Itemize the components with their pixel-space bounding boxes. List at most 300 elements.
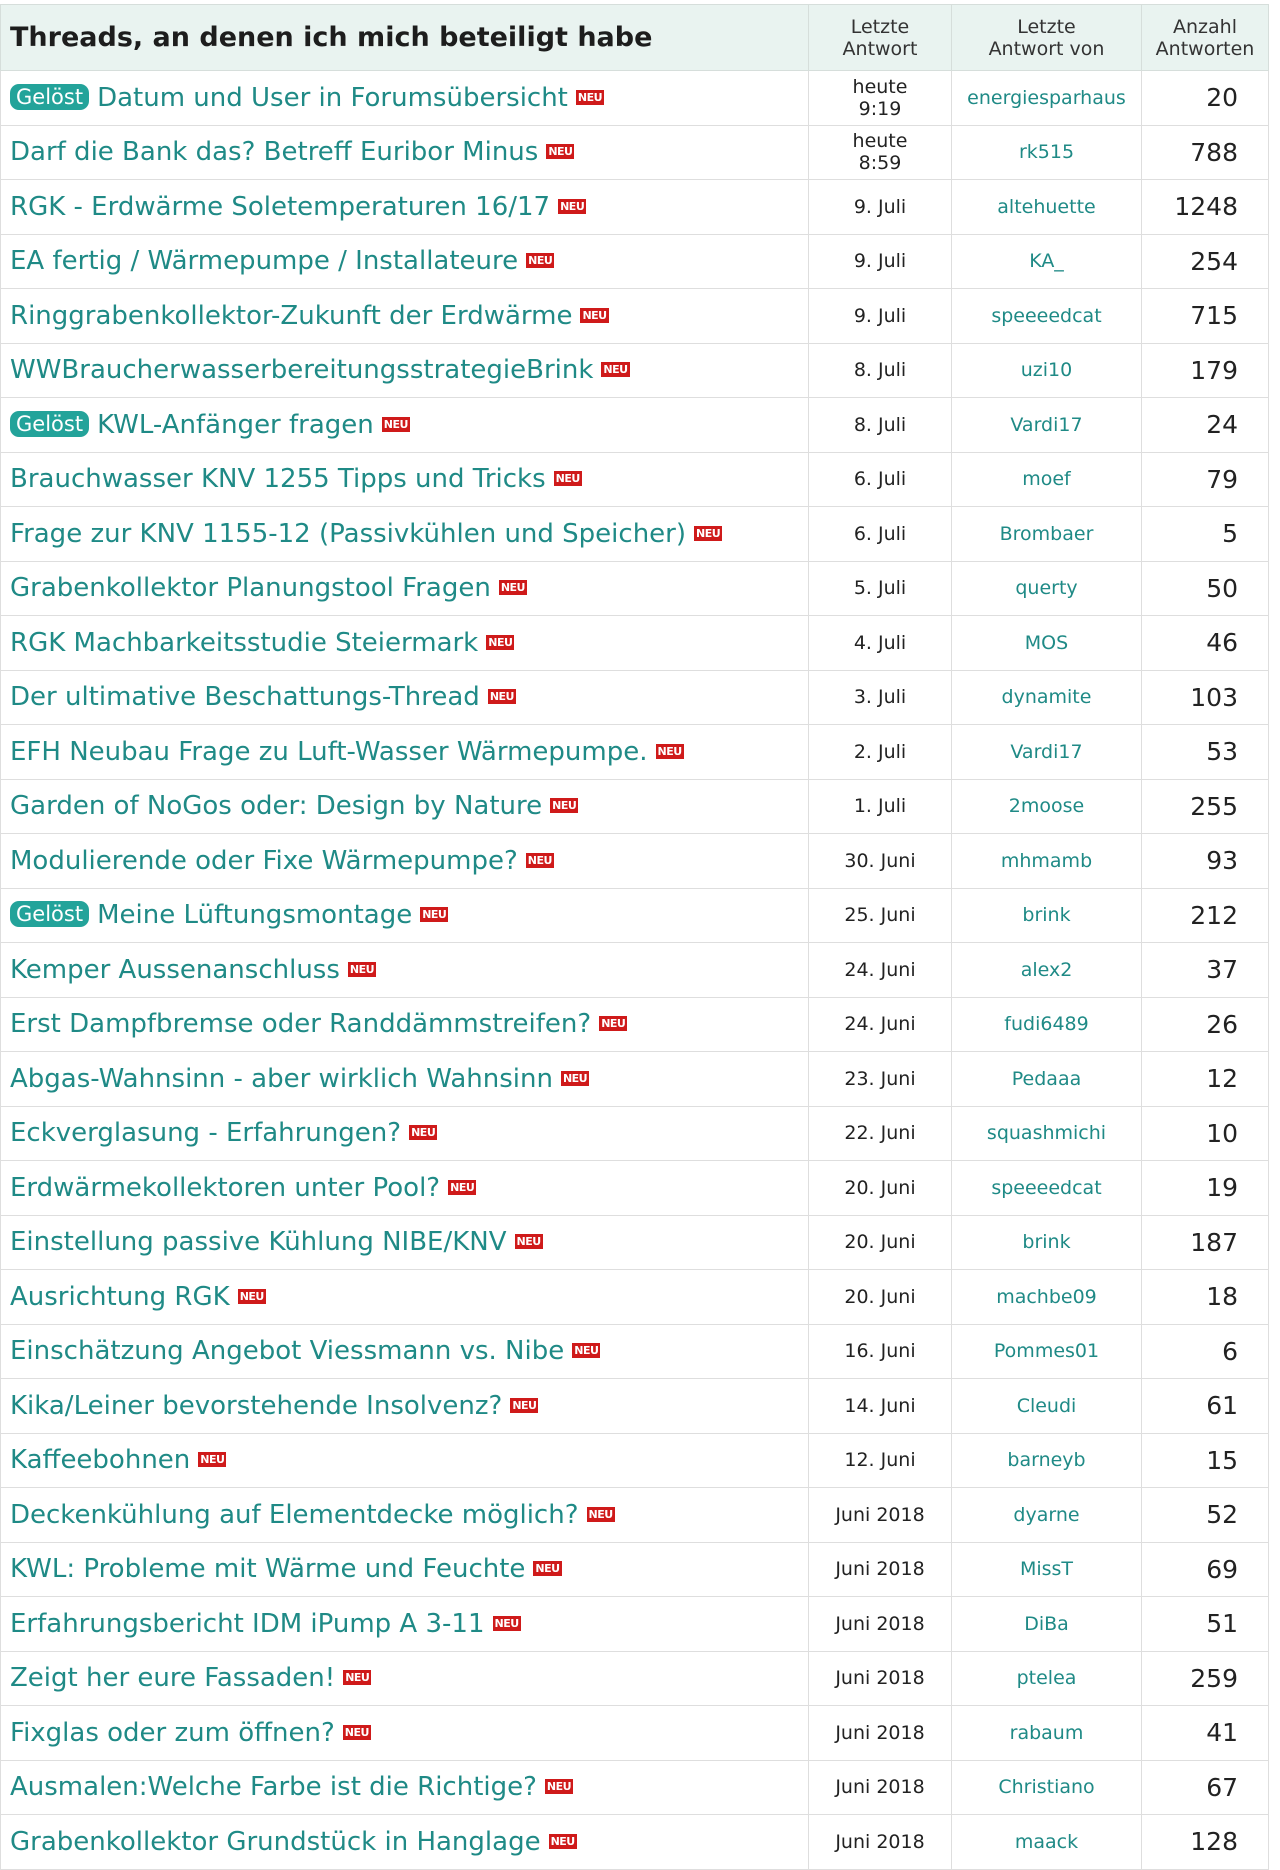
last-reply-user-cell [952,507,1142,562]
table-row [1,507,1269,562]
last-reply-user-cell [952,1651,1142,1706]
thread-title-cell [1,1433,809,1488]
thread-link[interactable]: KWL: Probleme mit Wärme und Feuchte [10,1554,526,1585]
last-reply-date [809,834,952,889]
reply-count: 103 [1142,670,1269,725]
last-reply-user-link[interactable]: rk515 [1018,141,1075,164]
column-header-last-reply [809,5,952,71]
last-reply-user-link[interactable]: barneyb [1007,1449,1086,1472]
thread-title-cell [1,1542,809,1597]
last-reply-date [809,1270,952,1325]
new-badge: NEU [528,254,553,268]
last-reply-user-cell [952,1106,1142,1161]
last-reply-user-cell [952,834,1142,889]
thread-link[interactable]: Erdwärmekollektoren unter Pool? [10,1172,441,1203]
last-reply-user-link[interactable]: Brombaer [999,522,1094,545]
thread-link[interactable]: Fixglas oder zum öffnen? [10,1717,335,1748]
column-header-last-reply-by [952,5,1142,71]
last-reply-date [809,1052,952,1107]
reply-count: 24 [1142,398,1269,453]
last-reply-date-text: 24. Juni [844,958,916,981]
thread-link[interactable]: Einschätzung Angebot Viessmann vs. Nibe [10,1336,565,1367]
thread-title-cell [1,1379,809,1434]
last-reply-user-link[interactable]: ptelea [1016,1667,1077,1690]
last-reply-date-text: Juni 2018 [835,1721,925,1744]
thread-title-cell [1,71,809,126]
last-reply-user-link[interactable]: Vardi17 [1010,740,1083,763]
last-reply-date [809,1379,952,1434]
last-reply-date [809,452,952,507]
last-reply-user-link[interactable]: speeeedcat [991,304,1102,327]
solved-badge: Gelöst [10,411,89,437]
thread-title-cell [1,1597,809,1652]
last-reply-date-text: 9:19 [858,97,902,120]
table-row [1,834,1269,889]
table-row [1,1488,1269,1543]
thread-title-cell [1,1161,809,1216]
thread-link[interactable]: Grabenkollektor Planungstool Fragen [10,573,491,604]
solved-badge: Gelöst [10,901,89,927]
table-row [1,1651,1269,1706]
last-reply-user-link[interactable]: energiesparhaus [967,86,1126,109]
thread-link[interactable]: Garden of NoGos oder: Design by Nature [10,791,543,822]
table-row [1,1760,1269,1815]
last-reply-user-link[interactable]: brink [1022,904,1071,927]
last-reply-date [809,1815,952,1870]
thread-title-cell [1,1706,809,1761]
last-reply-user-cell [952,1161,1142,1216]
new-badge: NEU [512,1398,537,1412]
thread-link[interactable]: Erfahrungsbericht IDM iPump A 3-11 [10,1608,485,1639]
last-reply-date [809,1488,952,1543]
table-row [1,561,1269,616]
reply-count: 93 [1142,834,1269,889]
new-badge: NEU [516,1235,541,1249]
thread-link[interactable]: Kemper Aussenanschluss [10,954,340,985]
new-badge: NEU [422,908,447,922]
table-row [1,1106,1269,1161]
table-row [1,1433,1269,1488]
last-reply-user-link[interactable]: altehuette [997,195,1096,218]
last-reply-date-text: 22. Juni [844,1122,916,1145]
new-badge: NEU [562,1071,588,1085]
last-reply-date [809,670,952,725]
last-reply-date-text: 9. Juli [853,304,907,327]
new-badge: NEU [494,1616,519,1630]
last-reply-date [809,943,952,998]
new-badge: NEU [489,690,514,704]
last-reply-user-link[interactable]: rabaum [1009,1721,1084,1744]
reply-count: 715 [1142,289,1269,344]
last-reply-user-link[interactable]: Vardi17 [1010,413,1083,436]
last-reply-date [809,507,952,562]
last-reply-user-link[interactable]: Christiano [998,1776,1095,1799]
thread-link[interactable]: Frage zur KNV 1155-12 (Passivkühlen und Speicher) [10,518,686,549]
reply-count: 41 [1142,1706,1269,1761]
last-reply-user-link[interactable]: dynamite [1001,686,1092,709]
thread-link[interactable]: Einstellung passive Kühlung NIBE/KNV [10,1227,507,1258]
reply-count: 128 [1142,1815,1269,1870]
new-badge: NEU [548,145,573,159]
table-row [1,180,1269,235]
thread-link[interactable]: Zeigt her eure Fassaden! [10,1663,336,1694]
reply-count: 254 [1142,234,1269,289]
new-badge: NEU [574,1344,599,1358]
new-badge: NEU [500,581,525,595]
thread-link[interactable]: Ringgrabenkollektor-Zukunft der Erdwärme [10,300,573,331]
last-reply-user-link[interactable]: Cleudi [1016,1394,1077,1417]
last-reply-user-cell [952,943,1142,998]
thread-link[interactable]: RGK Machbarkeitsstudie Steiermark [10,627,479,658]
new-badge: NEU [588,1507,613,1521]
last-reply-date-text: 25. Juni [844,904,916,927]
column-header-reply-count-line-2: Antworten [1155,37,1255,60]
column-header-last-reply-line-1: Letzte [850,15,910,38]
table-row [1,1815,1269,1870]
thread-link[interactable]: Datum und User in Forumsübersicht [97,82,568,113]
table-row [1,398,1269,453]
last-reply-date-text: heute [852,75,908,98]
reply-count: 1248 [1142,180,1269,235]
thread-title-cell [1,997,809,1052]
last-reply-user-cell [952,398,1142,453]
last-reply-date-text: 8. Juli [853,413,907,436]
last-reply-user-link[interactable]: speeeedcat [991,1176,1102,1199]
last-reply-date [809,888,952,943]
new-badge: NEU [560,199,585,213]
last-reply-date [809,779,952,834]
table-row [1,670,1269,725]
table-row [1,1161,1269,1216]
last-reply-date-text: 12. Juni [844,1449,916,1472]
last-reply-user-cell [952,1270,1142,1325]
thread-title-cell [1,125,809,180]
last-reply-date-text: 23. Juni [844,1067,916,1090]
last-reply-user-cell [952,343,1142,398]
last-reply-date-text: 14. Juni [844,1394,916,1417]
last-reply-date-text: 24. Juni [844,1013,916,1036]
table-row [1,725,1269,780]
thread-title-cell [1,725,809,780]
table-row [1,1542,1269,1597]
last-reply-date-text: 30. Juni [844,849,916,872]
reply-count: 26 [1142,997,1269,1052]
thread-title-cell [1,289,809,344]
last-reply-user-link[interactable]: alex2 [1020,958,1073,981]
last-reply-date-text: 3. Juli [853,686,907,709]
last-reply-date [809,1433,952,1488]
last-reply-date [809,725,952,780]
thread-title-cell [1,1651,809,1706]
new-badge: NEU [577,90,603,104]
last-reply-date-text: 4. Juli [853,631,907,654]
last-reply-user-link[interactable]: Pommes01 [993,1340,1100,1363]
last-reply-date-text: Juni 2018 [835,1612,925,1635]
last-reply-user-link[interactable]: moef [1022,468,1071,491]
column-header-reply-count [1142,5,1269,71]
last-reply-date-text: Juni 2018 [835,1667,925,1690]
new-badge: NEU [450,1180,475,1194]
thread-title-cell [1,507,809,562]
last-reply-user-link[interactable]: fudi6489 [1004,1013,1089,1036]
last-reply-user-cell [952,1324,1142,1379]
last-reply-user-link[interactable]: MissT [1019,1558,1074,1581]
last-reply-date-text: 6. Juli [853,522,907,545]
last-reply-user-cell [952,1052,1142,1107]
new-badge: NEU [552,799,577,813]
new-badge: NEU [344,1725,369,1739]
solved-badge: Gelöst [10,84,89,110]
last-reply-user-cell [952,888,1142,943]
last-reply-date [809,71,952,126]
last-reply-date-text: 20. Juni [844,1231,916,1254]
reply-count: 51 [1142,1597,1269,1652]
thread-title-cell [1,834,809,889]
last-reply-date-text: 9. Juli [853,250,907,273]
new-badge: NEU [200,1453,225,1467]
thread-title-cell [1,561,809,616]
new-badge: NEU [657,744,682,758]
last-reply-user-cell [952,997,1142,1052]
last-reply-date [809,343,952,398]
last-reply-date-text: heute [852,130,908,153]
new-badge: NEU [550,1834,575,1848]
reply-count: 46 [1142,616,1269,671]
last-reply-user-cell [952,234,1142,289]
thread-title-cell [1,398,809,453]
thread-title-cell [1,1052,809,1107]
page-title: Threads, an denen ich mich beteiligt habe [1,5,809,71]
last-reply-user-link[interactable]: MOS [1024,631,1069,654]
table-row [1,343,1269,398]
new-badge: NEU [555,472,580,486]
table-row [1,616,1269,671]
last-reply-date [809,289,952,344]
last-reply-user-link[interactable]: dyarne [1013,1503,1080,1526]
last-reply-user-cell [952,180,1142,235]
last-reply-user-link[interactable]: machbe09 [996,1285,1097,1308]
reply-count: 179 [1142,343,1269,398]
column-header-last-reply-line-2: Antwort [842,37,918,60]
last-reply-date [809,1706,952,1761]
last-reply-user-cell [952,1597,1142,1652]
last-reply-user-cell [952,670,1142,725]
last-reply-user-cell [952,71,1142,126]
new-badge: NEU [239,1289,264,1303]
last-reply-user-cell [952,289,1142,344]
new-badge: NEU [696,526,721,540]
last-reply-user-cell [952,561,1142,616]
thread-link[interactable]: Deckenkühlung auf Elementdecke möglich? [10,1499,579,1530]
last-reply-date-text: 16. Juni [844,1340,916,1363]
thread-title-cell [1,452,809,507]
last-reply-user-cell [952,1215,1142,1270]
new-badge: NEU [535,1562,560,1576]
thread-link[interactable]: EFH Neubau Frage zu Luft-Wasser Wärmepumpe. [10,736,648,767]
reply-count: 67 [1142,1760,1269,1815]
reply-count: 255 [1142,779,1269,834]
last-reply-date-text: 1. Juli [853,795,907,818]
reply-count: 37 [1142,943,1269,998]
last-reply-user-link[interactable]: KA_ [1029,250,1064,273]
table-row [1,1052,1269,1107]
thread-link[interactable]: Eckverglasung - Erfahrungen? [10,1118,402,1149]
last-reply-date [809,125,952,180]
reply-count: 10 [1142,1106,1269,1161]
table-row [1,1706,1269,1761]
thread-link[interactable]: Brauchwasser KNV 1255 Tipps und Tricks [10,464,546,495]
reply-count: 259 [1142,1651,1269,1706]
last-reply-user-link[interactable]: querty [1015,577,1078,600]
new-badge: NEU [546,1780,572,1794]
thread-title-cell [1,1106,809,1161]
last-reply-date [809,1106,952,1161]
last-reply-date-text: 20. Juni [844,1176,916,1199]
thread-title-cell [1,1815,809,1870]
table-row [1,1270,1269,1325]
last-reply-date-text: Juni 2018 [835,1830,925,1853]
thread-link[interactable]: RGK - Erdwärme Soletemperaturen 16/17 [10,191,551,222]
reply-count: 69 [1142,1542,1269,1597]
thread-link[interactable]: Kika/Leiner bevorstehende Insolvenz? [10,1390,503,1421]
last-reply-user-link[interactable]: uzi10 [1020,359,1073,382]
table-row [1,125,1269,180]
new-badge: NEU [345,1671,370,1685]
last-reply-user-cell [952,1706,1142,1761]
new-badge: NEU [488,635,513,649]
thread-link[interactable]: Kaffeebohnen [10,1445,191,1476]
reply-count: 212 [1142,888,1269,943]
reply-count: 5 [1142,507,1269,562]
thread-title-cell [1,234,809,289]
reply-count: 20 [1142,71,1269,126]
table-row [1,289,1269,344]
last-reply-date [809,1324,952,1379]
thread-title-cell [1,1324,809,1379]
last-reply-date [809,1542,952,1597]
thread-link[interactable]: KWL-Anfänger fragen [97,409,374,440]
last-reply-date-text: 2. Juli [853,740,907,763]
new-badge: NEU [601,1017,626,1031]
table-row [1,1324,1269,1379]
table-row [1,1597,1269,1652]
last-reply-date [809,561,952,616]
last-reply-date-text: Juni 2018 [835,1776,925,1799]
reply-count: 79 [1142,452,1269,507]
last-reply-user-cell [952,125,1142,180]
reply-count: 12 [1142,1052,1269,1107]
last-reply-user-link[interactable]: Pedaaa [1011,1067,1082,1090]
thread-link[interactable]: Der ultimative Beschattungs-Thread [10,682,480,713]
last-reply-date [809,1597,952,1652]
thread-title-cell [1,1270,809,1325]
thread-link[interactable]: Grabenkollektor Grundstück in Hanglage [10,1826,541,1857]
last-reply-date [809,616,952,671]
new-badge: NEU [411,1126,436,1140]
new-badge: NEU [383,417,408,431]
thread-title-cell [1,180,809,235]
table-row [1,71,1269,126]
thread-title-cell [1,1760,809,1815]
last-reply-user-cell [952,452,1142,507]
last-reply-user-cell [952,1488,1142,1543]
last-reply-user-cell [952,1815,1142,1870]
table-row [1,888,1269,943]
last-reply-user-link[interactable]: maack [1014,1830,1079,1853]
last-reply-user-cell [952,1379,1142,1434]
last-reply-user-cell [952,1433,1142,1488]
last-reply-date [809,1651,952,1706]
last-reply-user-cell [952,1542,1142,1597]
last-reply-date [809,398,952,453]
thread-title-cell [1,888,809,943]
thread-link[interactable]: Ausrichtung RGK [10,1281,230,1312]
thread-list [1,71,1269,1870]
last-reply-date-text: Juni 2018 [835,1558,925,1581]
last-reply-user-link[interactable]: mhmamb [1000,849,1093,872]
thread-link[interactable]: Abgas-Wahnsinn - aber wirklich Wahnsinn [10,1063,553,1094]
last-reply-date-text: 9. Juli [853,195,907,218]
column-header-last-reply-by-line-1: Letzte [1017,15,1076,38]
reply-count: 788 [1142,125,1269,180]
last-reply-user-link[interactable]: DiBa [1024,1612,1069,1635]
reply-count: 50 [1142,561,1269,616]
thread-link[interactable]: EA fertig / Wärmepumpe / Installateure [10,246,519,277]
last-reply-user-link[interactable]: brink [1022,1231,1071,1254]
reply-count: 61 [1142,1379,1269,1434]
last-reply-user-link[interactable]: squashmichi [986,1122,1107,1145]
last-reply-date-text: 8. Juli [853,359,907,382]
table-row [1,1379,1269,1434]
thread-link[interactable]: Meine Lüftungsmontage [97,900,413,931]
new-badge: NEU [603,363,628,377]
table-row [1,997,1269,1052]
reply-count: 6 [1142,1324,1269,1379]
column-header-last-reply-by-line-2: Antwort von [988,37,1105,60]
thread-title-cell [1,779,809,834]
last-reply-date [809,1161,952,1216]
thread-link[interactable]: Erst Dampfbremse oder Randdämmstreifen? [10,1009,592,1040]
last-reply-date-text: 5. Juli [853,577,907,600]
new-badge: NEU [527,853,552,867]
thread-link[interactable]: Ausmalen:Welche Farbe ist die Richtige? [10,1772,537,1803]
reply-count: 53 [1142,725,1269,780]
thread-link[interactable]: Darf die Bank das? Betreff Euribor Minus [10,137,539,168]
table-row [1,779,1269,834]
reply-count: 18 [1142,1270,1269,1325]
last-reply-date [809,1760,952,1815]
new-badge: NEU [349,962,375,976]
last-reply-user-cell [952,1760,1142,1815]
last-reply-user-link[interactable]: 2moose [1008,795,1085,818]
new-badge: NEU [582,308,607,322]
last-reply-user-cell [952,616,1142,671]
last-reply-date-text: 6. Juli [853,468,907,491]
table-header-row [1,5,1269,71]
reply-count: 52 [1142,1488,1269,1543]
thread-title-cell [1,1488,809,1543]
last-reply-date-text: Juni 2018 [835,1503,925,1526]
last-reply-user-cell [952,779,1142,834]
thread-link[interactable]: Modulierende oder Fixe Wärmepumpe? [10,845,518,876]
thread-title-cell [1,343,809,398]
last-reply-date [809,997,952,1052]
last-reply-date-text: 8:59 [858,152,902,175]
thread-link[interactable]: WWBraucherwasserbereitungsstrategieBrink [10,355,594,386]
column-header-reply-count-line-1: Anzahl [1173,15,1237,38]
last-reply-date-text: 20. Juni [844,1285,916,1308]
table-row [1,452,1269,507]
